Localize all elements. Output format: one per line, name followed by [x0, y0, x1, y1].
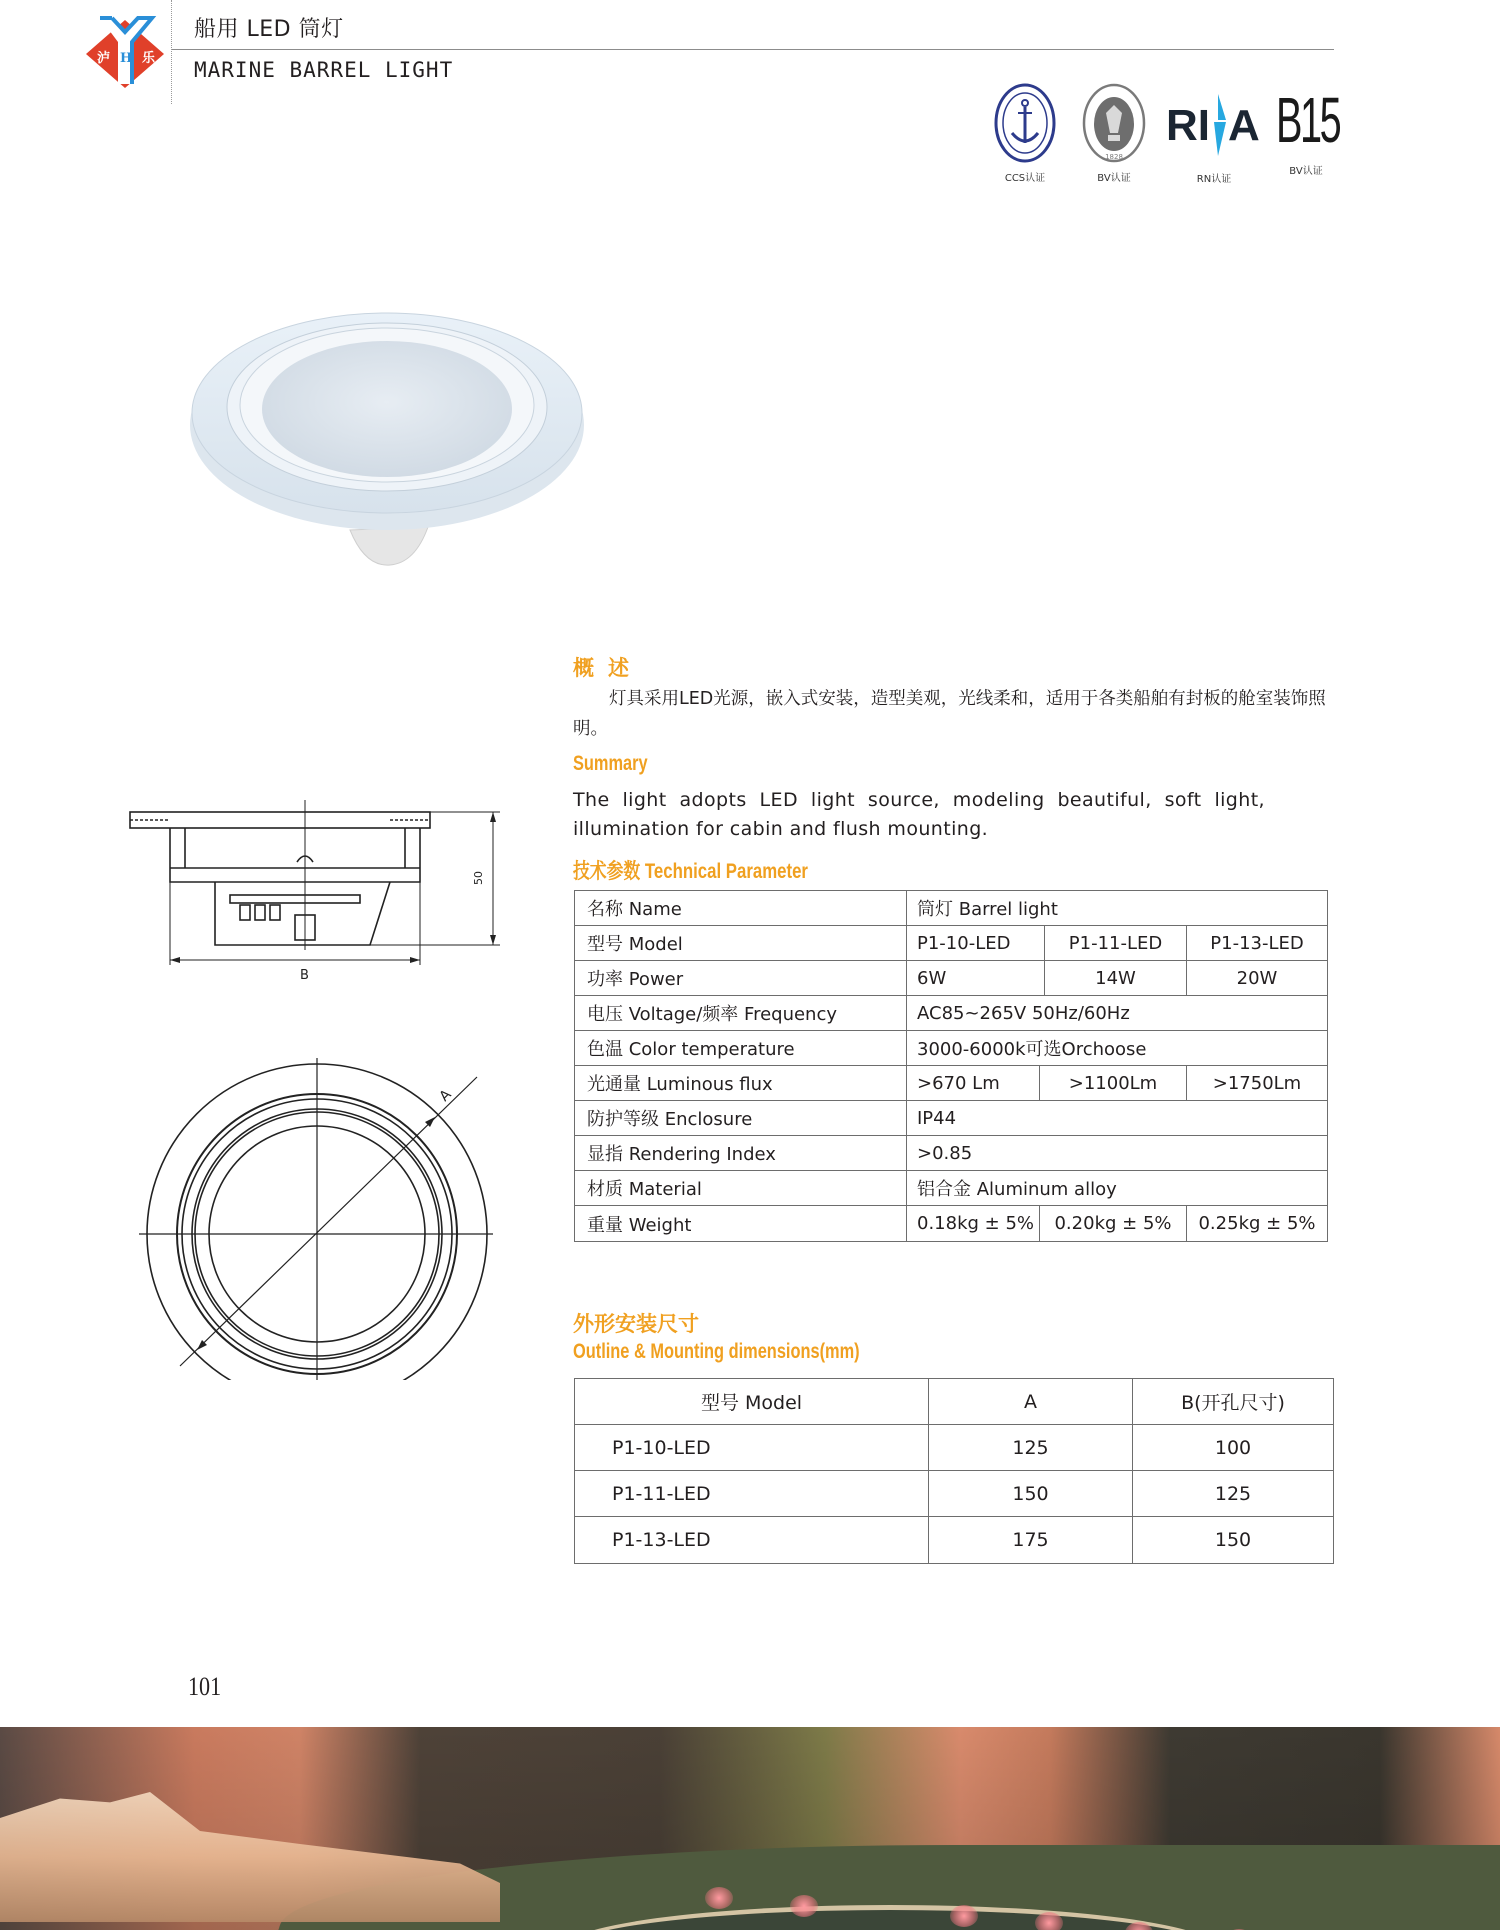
page-title-en: MARINE BARREL LIGHT [194, 58, 454, 82]
product-photo [190, 295, 590, 570]
barrel-light-image [190, 295, 590, 570]
page-title-cn: 船用 LED 筒灯 [194, 17, 344, 42]
table-row-power [575, 961, 1327, 996]
table-row [575, 1425, 1333, 1471]
row-value: 14W [1045, 961, 1187, 995]
row-value: P1-13-LED [1210, 932, 1304, 954]
row-value: 0.18kg ± 5% [907, 1206, 1040, 1241]
top-view-drawing [135, 1050, 510, 1380]
row-label: 防护等级 Enclosure [575, 1101, 907, 1135]
row-label: 显指 Rendering Index [575, 1136, 907, 1170]
table-row-model [575, 926, 1327, 961]
deck-light [1035, 1912, 1063, 1930]
cell-model: P1-11-LED [575, 1471, 929, 1516]
row-value: 0.20kg ± 5% [1040, 1206, 1187, 1241]
deck-light [705, 1887, 733, 1909]
table-row-weight [575, 1206, 1327, 1241]
b15-mark-icon: B15 [1276, 84, 1340, 156]
row-label: 电压 Voltage/频率 Frequency [575, 996, 907, 1030]
page-number: 101 [188, 1672, 222, 1701]
row-value: >1750Lm [1212, 1072, 1302, 1094]
cell-model: P1-10-LED [575, 1425, 929, 1470]
company-logo [82, 14, 168, 88]
summary-text-en: The light adopts LED light source, modeling beautiful, soft light, illumination for cabin and flush mounting. [573, 789, 1265, 840]
table-row [575, 1471, 1333, 1517]
deck-light [950, 1905, 978, 1927]
row-value: >1100Lm [1040, 1066, 1187, 1100]
overview-heading: 概述 [573, 657, 643, 680]
svg-text:泸: 泸 [97, 51, 111, 66]
dimensions-table [574, 1378, 1334, 1564]
bv-seal-icon [1082, 83, 1146, 163]
row-value: 20W [1236, 967, 1278, 989]
svg-text:B: B [300, 968, 309, 983]
tech-param-heading: 技术参数 Technical Parameter [573, 860, 808, 883]
side-section-drawing [125, 800, 505, 985]
table-header-row [575, 1379, 1333, 1425]
row-value: >0.85 [917, 1142, 973, 1164]
cell-b: 100 [1214, 1436, 1252, 1459]
table-row-enclosure [575, 1101, 1327, 1136]
footer-banner-photo [0, 1727, 1500, 1930]
dimensions-heading-cn: 外形安装尺寸 [573, 1313, 699, 1336]
cell-b: 150 [1214, 1529, 1252, 1551]
header-dotted-divider [171, 0, 172, 104]
cert-b15: B15 BV认证 [1276, 84, 1340, 177]
top-view-diagram [135, 1050, 510, 1380]
cell-a: 175 [929, 1517, 1133, 1563]
row-label: 型号 Model [575, 926, 907, 960]
table-row [575, 1517, 1333, 1563]
row-value: P1-11-LED [1045, 926, 1187, 960]
tech-spec-table [574, 890, 1328, 1242]
cross-section-diagram [125, 800, 505, 985]
row-value: 筒灯 Barrel light [917, 899, 1058, 920]
column-header-b: B(开孔尺寸) [1181, 1392, 1285, 1414]
svg-text:H: H [120, 51, 133, 66]
table-row-flux [575, 1066, 1327, 1101]
deck-light [790, 1895, 818, 1917]
table-row-name [575, 891, 1327, 926]
cert-bv: 1828 BV认证 [1082, 83, 1146, 184]
logo-icon [82, 14, 168, 88]
column-header-model: 型号 Model [575, 1379, 929, 1424]
row-label: 重量 Weight [575, 1206, 907, 1241]
row-label: 光通量 Luminous flux [575, 1066, 907, 1100]
summary-heading: Summary [573, 752, 648, 775]
row-value: 3000-6000k可选Orchoose [917, 1039, 1147, 1060]
column-header-a: A [929, 1379, 1133, 1424]
row-value: IP44 [917, 1107, 957, 1129]
cell-model: P1-13-LED [575, 1517, 929, 1563]
cell-a: 125 [929, 1425, 1133, 1470]
row-label: 功率 Power [575, 961, 907, 995]
overview-text-cn: 灯具采用LED光源，嵌入式安装，造型美观，光线柔和，适用于各类船舶有封板的舱室装饰照明。 [573, 689, 1326, 739]
row-value: P1-10-LED [907, 926, 1045, 960]
row-value: >670 Lm [907, 1066, 1040, 1100]
table-row-voltage [575, 996, 1327, 1031]
table-row-material [575, 1171, 1327, 1206]
cell-a: 150 [929, 1471, 1133, 1516]
header-rule [172, 49, 1334, 50]
row-value: 6W [907, 961, 1045, 995]
svg-text:乐: 乐 [142, 51, 156, 66]
svg-text:1828: 1828 [1105, 153, 1123, 161]
cell-b: 125 [1214, 1482, 1252, 1505]
svg-text:RI: RI [1166, 101, 1210, 150]
svg-text:A: A [436, 1086, 455, 1105]
row-label: 材质 Material [575, 1171, 907, 1205]
rina-logo-icon [1166, 88, 1262, 164]
dimensions-heading-en: Outline & Mounting dimensions(mm) [573, 1340, 860, 1363]
cert-rina: RI A RN认证 [1166, 88, 1262, 185]
table-row-color-temp [575, 1031, 1327, 1066]
row-label: 色温 Color temperature [575, 1031, 907, 1065]
row-value: 铝合金 Aluminum alloy [917, 1179, 1117, 1200]
table-row-cri [575, 1136, 1327, 1171]
svg-text:A: A [1228, 101, 1260, 150]
row-value: 0.25kg ± 5% [1198, 1213, 1316, 1234]
row-value: AC85~265V 50Hz/60Hz [917, 1002, 1130, 1024]
svg-text:50: 50 [472, 871, 485, 885]
ccs-seal-icon [994, 83, 1056, 163]
cert-ccs: CCS认证 [994, 83, 1056, 184]
row-label: 名称 Name [575, 891, 907, 925]
